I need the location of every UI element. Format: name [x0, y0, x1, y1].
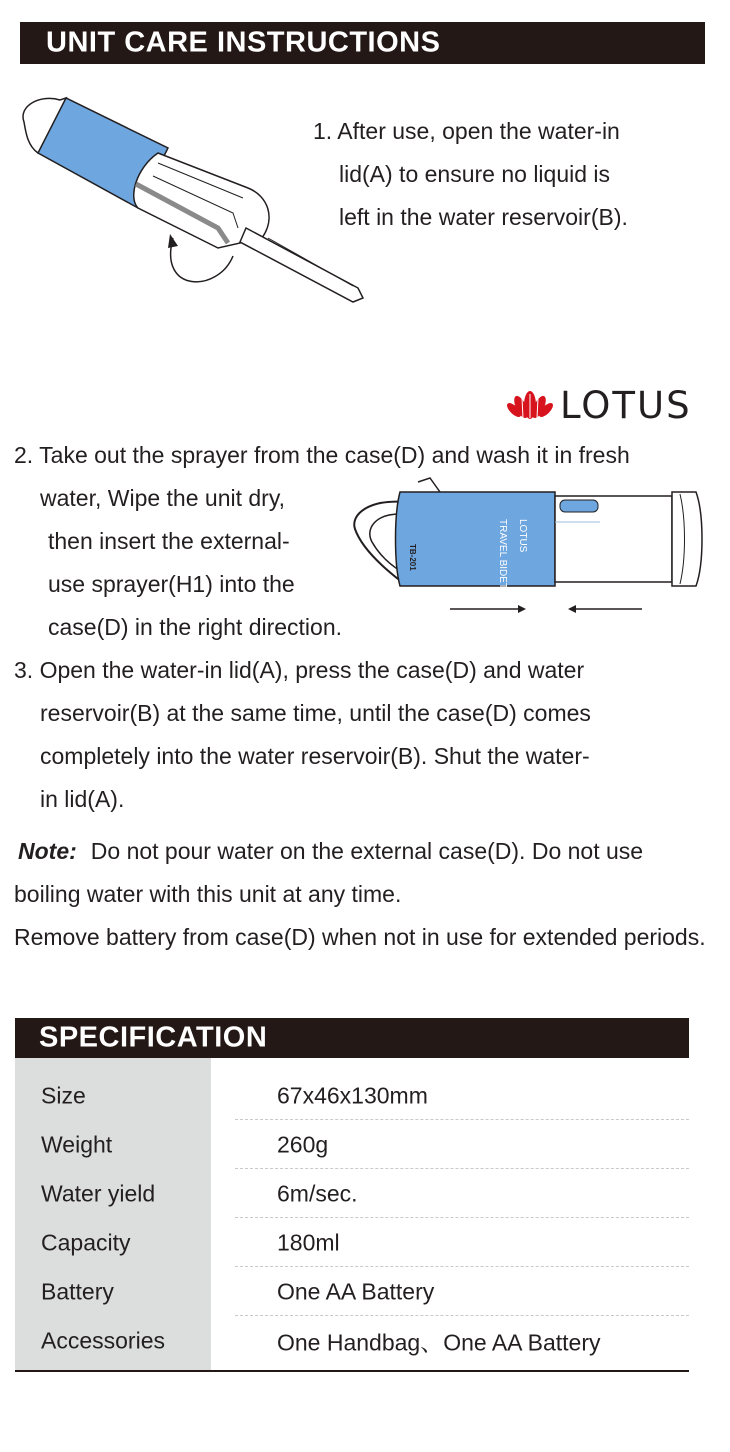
step-2-line: case(D) in the right direction. [48, 614, 343, 640]
product-brand-label: LOTUS [517, 519, 528, 553]
spec-row-water-yield [15, 1169, 689, 1218]
spec-value: 6m/sec. [277, 1180, 358, 1206]
spec-key: Battery [41, 1278, 114, 1304]
spec-key: Water yield [41, 1180, 156, 1206]
step-3-line: 3. Open the water-in lid(A), press the case(D) and water [14, 657, 585, 683]
step-3-line: reservoir(B) at the same time, until the case(D) comes [40, 700, 591, 726]
spec-row-size [15, 1071, 689, 1120]
spec-value: One AA Battery [277, 1278, 435, 1304]
insert-sprayer-illustration [350, 474, 710, 624]
spec-key: Accessories [41, 1327, 165, 1353]
step-3 [14, 649, 591, 821]
note [14, 830, 714, 959]
step-2-line: water, Wipe the unit dry, [40, 485, 286, 511]
unit-care-header [20, 22, 705, 64]
step-2-first-line: 2. Take out the sprayer from the case(D) and wash it in fresh [14, 442, 630, 468]
step-1 [313, 110, 628, 239]
spec-key: Weight [41, 1131, 113, 1157]
spec-row-capacity [15, 1218, 689, 1267]
spec-row-accessories [15, 1316, 689, 1365]
unit-care-title: UNIT CARE INSTRUCTIONS [46, 26, 441, 59]
step-2 [40, 477, 342, 649]
lotus-flower-icon [508, 388, 552, 422]
step-1-line: left in the water reservoir(B). [339, 204, 628, 230]
spec-row-weight [15, 1120, 689, 1169]
spec-value: 67x46x130mm [277, 1082, 428, 1108]
model-label: TB-201 [408, 544, 417, 571]
spec-key: Size [41, 1082, 86, 1108]
spec-key: Capacity [41, 1229, 131, 1255]
step-1-line: 1. After use, open the water-in [313, 118, 620, 144]
product-label: TRAVEL BIDET [497, 519, 508, 590]
step-3-line: completely into the water reservoir(B). Shut the water- [40, 743, 590, 769]
step-1-line: lid(A) to ensure no liquid is [339, 161, 611, 187]
spec-value: 260g [277, 1131, 329, 1157]
specification-title: SPECIFICATION [39, 1021, 268, 1054]
note-text-2: Remove battery from case(D) when not in use for extended periods. [14, 924, 706, 950]
step-3-line: in lid(A). [40, 786, 125, 812]
lotus-logo [508, 382, 692, 428]
note-label: Note: [18, 838, 77, 864]
specification-header [15, 1018, 689, 1058]
spec-value: One Handbag、One AA Battery [277, 1329, 601, 1355]
step-2-line: use sprayer(H1) into the [48, 571, 295, 597]
specification-table [15, 1058, 689, 1372]
brand-name: LOTUS [560, 383, 692, 427]
note-text-1: Do not pour water on the external case(D). Do not use boiling water with this unit at any time. [14, 838, 644, 907]
step-2-line: then insert the external- [48, 528, 290, 554]
spec-value: 180ml [277, 1229, 340, 1255]
spec-row-battery [15, 1267, 689, 1316]
